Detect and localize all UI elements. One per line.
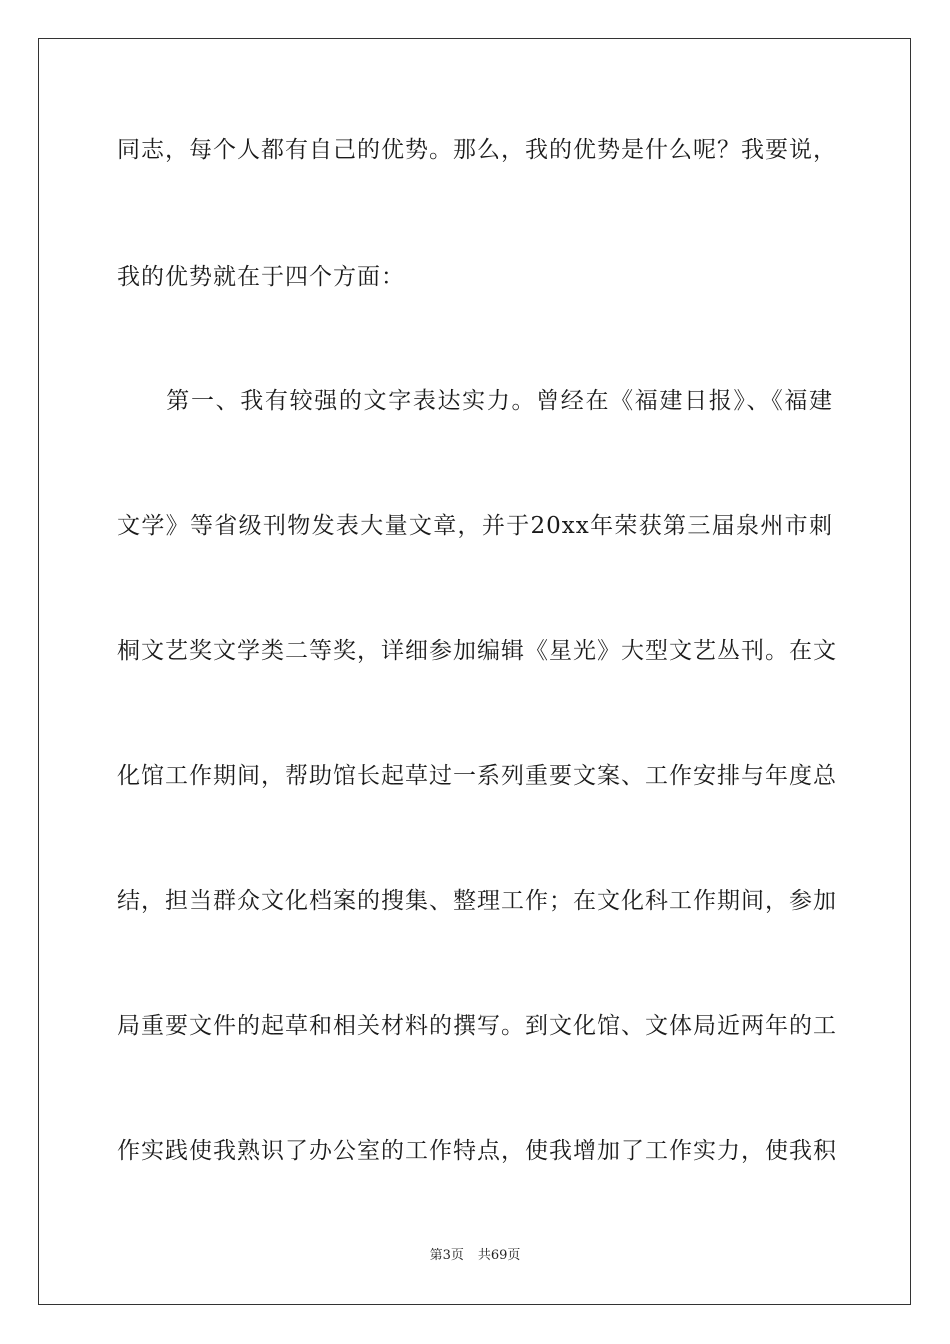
- body-text-line-2: 我的优势就在于四个方面：: [117, 264, 405, 290]
- body-text-line-4: 文学》等省级刊物发表大量文章，并于20xx年荣获第三届泉州市刺: [117, 513, 833, 539]
- body-text-line-1: 同志，每个人都有自己的优势。那么，我的优势是什么呢？我要说，: [117, 137, 837, 163]
- page-footer: [0, 1247, 950, 1265]
- body-text-line-5: 桐文艺奖文学类二等奖，详细参加编辑《星光》大型文艺丛刊。在文: [117, 638, 837, 664]
- page-border: [38, 38, 911, 1305]
- total-pages: 共69页: [477, 1248, 521, 1263]
- body-text-line-3: 第一、我有较强的文字表达实力。曾经在《福建日报》、《福建: [117, 388, 833, 414]
- body-text-line-6: 化馆工作期间，帮助馆长起草过一系列重要文案、工作安排与年度总: [117, 763, 837, 789]
- page-number: 第3页: [429, 1248, 464, 1263]
- body-text-line-9: 作实践使我熟识了办公室的工作特点，使我增加了工作实力，使我积: [117, 1138, 837, 1164]
- body-text-line-8: 局重要文件的起草和相关材料的撰写。到文化馆、文体局近两年的工: [117, 1013, 837, 1039]
- body-text-line-7: 结，担当群众文化档案的搜集、整理工作；在文化科工作期间，参加: [117, 888, 837, 914]
